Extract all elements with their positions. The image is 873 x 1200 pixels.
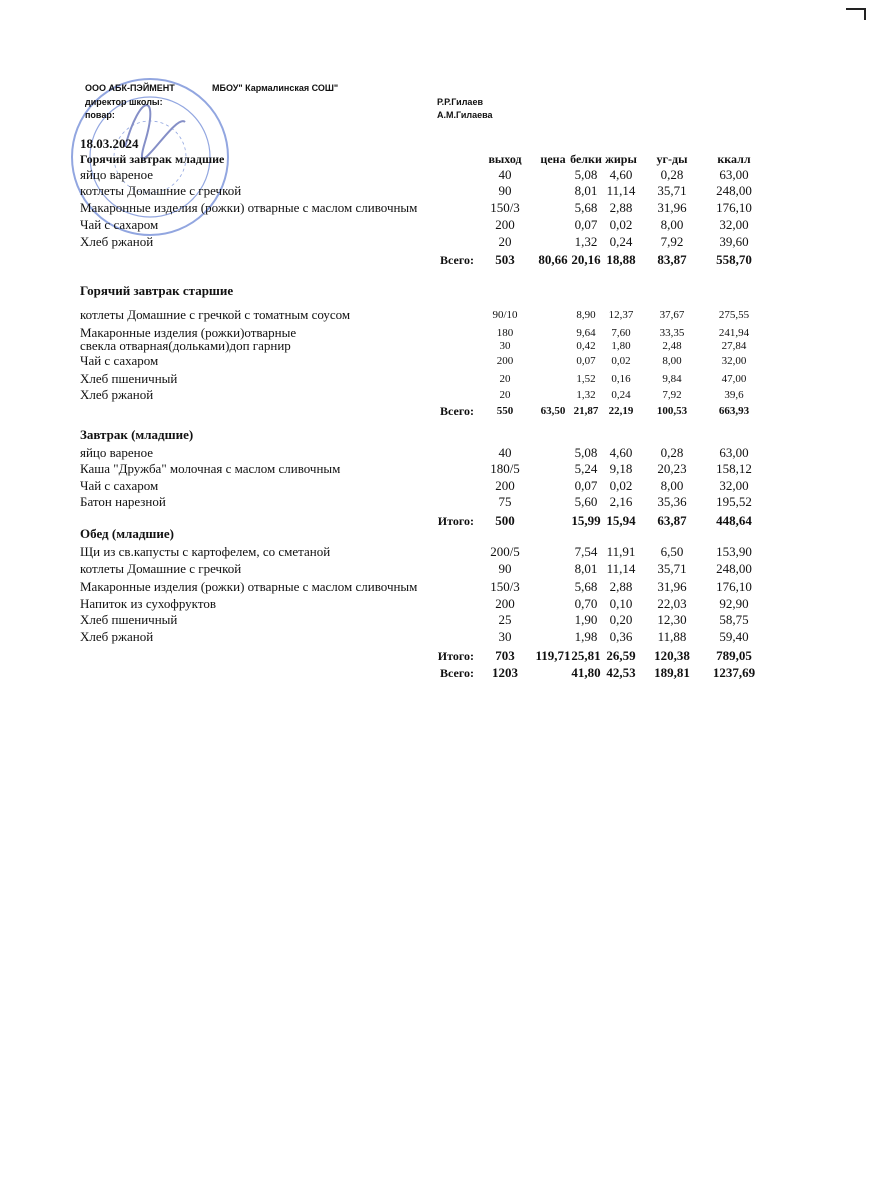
section-title-row <box>0 151 873 167</box>
total-price: 80,66 <box>538 252 568 267</box>
table-row <box>0 307 873 323</box>
director-label: директор школы: <box>85 97 163 107</box>
dish-name: котлеты Домашние с гречкой <box>80 561 242 576</box>
cell-kcal: 248,00 <box>716 183 752 198</box>
cell-yield: 40 <box>498 445 512 460</box>
dish-name: Хлеб пшеничный <box>80 612 178 627</box>
total-fat: 26,59 <box>606 648 636 663</box>
cell-fat: 11,14 <box>606 561 636 576</box>
total-row <box>0 403 873 419</box>
cell-protein: 0,07 <box>574 217 598 232</box>
cell-yield: 180/5 <box>490 461 520 476</box>
cell-kcal: 275,55 <box>718 309 750 321</box>
cell-kcal: 158,12 <box>716 461 752 476</box>
cell-carbs: 35,71 <box>657 561 687 576</box>
table-row <box>0 217 873 233</box>
cell-protein: 8,01 <box>574 561 598 576</box>
column-header-price: цена <box>540 152 566 166</box>
cell-carbs: 8,00 <box>662 355 682 367</box>
cell-carbs: 7,92 <box>660 234 684 249</box>
cell-protein: 0,70 <box>574 596 598 611</box>
cell-yield: 90/10 <box>492 309 518 321</box>
cell-fat: 0,02 <box>611 355 631 367</box>
total-fat: 15,94 <box>606 513 636 528</box>
cell-carbs: 31,96 <box>657 579 687 594</box>
total-label: Всего: <box>440 666 474 680</box>
cell-yield: 25 <box>498 612 512 627</box>
dish-name: Чай с сахаром <box>80 478 159 493</box>
cell-carbs: 0,28 <box>660 167 684 182</box>
cell-protein: 1,32 <box>576 389 596 401</box>
table-row <box>0 494 873 510</box>
section-title: Горячий завтрак старшие <box>80 283 234 298</box>
total-label: Всего: <box>440 253 474 267</box>
cell-yield: 30 <box>498 629 512 644</box>
table-row <box>0 461 873 477</box>
cell-protein: 9,64 <box>576 327 596 339</box>
table-row <box>0 167 873 183</box>
cell-fat: 11,91 <box>606 544 636 559</box>
total-fat: 22,19 <box>608 405 634 417</box>
cell-carbs: 8,00 <box>660 478 684 493</box>
school-name: МБОУ" Кармалинская СОШ" <box>212 83 339 93</box>
cell-carbs: 35,71 <box>657 183 687 198</box>
cell-kcal: 248,00 <box>716 561 752 576</box>
total-carbs: 100,53 <box>656 405 688 417</box>
cell-fat: 4,60 <box>609 445 633 460</box>
cell-yield: 200 <box>495 596 515 611</box>
cell-protein: 5,08 <box>574 167 598 182</box>
cell-kcal: 176,10 <box>716 200 752 215</box>
total-yield: 503 <box>495 252 515 267</box>
dish-name: свекла отварная(дольками)доп гарнир <box>80 338 291 353</box>
total-kcal: 1237,69 <box>712 665 756 680</box>
section-title: Горячий завтрак младшие <box>80 152 225 166</box>
cell-kcal: 32,00 <box>719 217 749 232</box>
column-header-protein: белки <box>570 152 602 166</box>
section-title: Завтрак (младшие) <box>80 427 194 442</box>
cell-yield: 20 <box>499 389 511 401</box>
cell-yield: 200/5 <box>490 544 520 559</box>
cell-yield: 90 <box>498 561 512 576</box>
table-row <box>0 629 873 645</box>
cell-carbs: 0,28 <box>660 445 684 460</box>
cell-yield: 150/3 <box>490 579 520 594</box>
cell-kcal: 153,90 <box>716 544 752 559</box>
cell-fat: 2,88 <box>609 200 633 215</box>
cell-yield: 75 <box>498 494 512 509</box>
cell-protein: 5,60 <box>574 494 598 509</box>
cell-yield: 200 <box>496 355 514 367</box>
cell-yield: 30 <box>499 340 511 352</box>
total-yield: 703 <box>495 648 515 663</box>
cell-kcal: 39,60 <box>719 234 749 249</box>
cell-protein: 5,24 <box>574 461 598 476</box>
cell-yield: 150/3 <box>490 200 520 215</box>
cell-carbs: 33,35 <box>659 327 685 339</box>
cell-protein: 8,90 <box>576 309 596 321</box>
cook-name: А.М.Гилаева <box>437 110 493 120</box>
cell-kcal: 32,00 <box>721 355 747 367</box>
total-protein: 15,99 <box>571 513 601 528</box>
cell-protein: 1,90 <box>574 612 598 627</box>
dish-name: Щи из св.капусты с картофелем, со сметаной <box>80 544 331 559</box>
dish-name: Макаронные изделия (рожки) отварные с маслом сливочным <box>80 579 418 594</box>
dish-name: Хлеб пшеничный <box>80 371 178 386</box>
cell-kcal: 27,84 <box>721 340 747 352</box>
total-kcal: 558,70 <box>716 252 752 267</box>
total-price: 63,50 <box>540 405 566 417</box>
total-protein: 41,80 <box>571 665 601 680</box>
dish-name: котлеты Домашние с гречкой с томатным соусом <box>80 307 351 322</box>
cell-fat: 0,02 <box>609 217 633 232</box>
total-row <box>0 252 873 268</box>
cell-protein: 0,42 <box>576 340 596 352</box>
cell-yield: 20 <box>499 373 511 385</box>
total-row <box>0 648 873 664</box>
cell-kcal: 63,00 <box>719 445 749 460</box>
cook-label: повар: <box>85 110 115 120</box>
dish-name: Напиток из сухофруктов <box>80 596 216 611</box>
table-row <box>0 183 873 199</box>
cell-kcal: 195,52 <box>716 494 752 509</box>
cell-fat: 0,24 <box>611 389 631 401</box>
table-row <box>0 445 873 461</box>
cell-protein: 1,98 <box>574 629 598 644</box>
total-kcal: 448,64 <box>716 513 752 528</box>
dish-name: Батон нарезной <box>80 494 166 509</box>
cell-kcal: 176,10 <box>716 579 752 594</box>
table-row <box>0 612 873 628</box>
section-title: Обед (младшие) <box>80 526 174 541</box>
cell-kcal: 241,94 <box>718 327 750 339</box>
cell-carbs: 22,03 <box>657 596 687 611</box>
dish-name: Макаронные изделия (рожки)отварные <box>80 325 297 340</box>
cell-fat: 0,02 <box>609 478 633 493</box>
cell-fat: 0,10 <box>609 596 633 611</box>
column-header-yield: выход <box>488 152 522 166</box>
dish-name: яйцо вареное <box>80 167 154 182</box>
cell-protein: 0,07 <box>574 478 598 493</box>
total-carbs: 63,87 <box>657 513 687 528</box>
cell-kcal: 58,75 <box>719 612 749 627</box>
total-yield: 500 <box>495 513 515 528</box>
cell-protein: 5,08 <box>574 445 598 460</box>
total-protein: 20,16 <box>571 252 601 267</box>
cell-fat: 2,16 <box>609 494 633 509</box>
table-row <box>0 371 873 387</box>
cell-protein: 5,68 <box>574 200 598 215</box>
dish-name: Хлеб ржаной <box>80 387 154 402</box>
cell-carbs: 12,30 <box>657 612 687 627</box>
cell-fat: 11,14 <box>606 183 636 198</box>
table-row <box>0 579 873 595</box>
cell-kcal: 59,40 <box>719 629 749 644</box>
cell-protein: 0,07 <box>576 355 596 367</box>
cell-carbs: 8,00 <box>660 217 684 232</box>
cell-fat: 2,88 <box>609 579 633 594</box>
cell-carbs: 7,92 <box>662 389 682 401</box>
dish-name: Каша "Дружба" молочная с маслом сливочным <box>80 461 341 476</box>
total-carbs: 120,38 <box>654 648 690 663</box>
table-row <box>0 478 873 494</box>
dish-name: Чай с сахаром <box>80 353 159 368</box>
total-label: Всего: <box>440 404 474 418</box>
table-row <box>0 596 873 612</box>
cell-fat: 1,80 <box>611 340 631 352</box>
section-title-row <box>0 427 873 443</box>
total-yield: 1203 <box>492 665 518 680</box>
cell-fat: 4,60 <box>609 167 633 182</box>
dish-name: яйцо вареное <box>80 445 154 460</box>
cell-kcal: 63,00 <box>719 167 749 182</box>
dish-name: Хлеб ржаной <box>80 629 154 644</box>
table-row <box>0 561 873 577</box>
scan-corner-mark <box>846 8 866 10</box>
cell-yield: 40 <box>498 167 512 182</box>
cell-protein: 1,52 <box>576 373 596 385</box>
cell-fat: 0,24 <box>609 234 633 249</box>
total-price: 119,71 <box>535 648 571 663</box>
cell-yield: 180 <box>496 327 514 339</box>
total-label: Итого: <box>437 649 474 663</box>
section-title-row <box>0 526 873 542</box>
cell-kcal: 32,00 <box>719 478 749 493</box>
cell-protein: 7,54 <box>574 544 598 559</box>
dish-name: Хлеб ржаной <box>80 234 154 249</box>
cell-carbs: 6,50 <box>660 544 684 559</box>
table-row <box>0 234 873 250</box>
total-carbs: 83,87 <box>657 252 687 267</box>
dish-name: Макаронные изделия (рожки) отварные с маслом сливочным <box>80 200 418 215</box>
cell-carbs: 20,23 <box>657 461 687 476</box>
cell-fat: 0,20 <box>609 612 633 627</box>
total-protein: 25,81 <box>571 648 601 663</box>
total-kcal: 663,93 <box>718 405 750 417</box>
dish-name: Чай с сахаром <box>80 217 159 232</box>
cell-fat: 12,37 <box>608 309 634 321</box>
cell-protein: 1,32 <box>574 234 598 249</box>
total-protein: 21,87 <box>573 405 599 417</box>
total-row <box>0 665 873 681</box>
total-yield: 550 <box>496 405 514 417</box>
table-row <box>0 544 873 560</box>
cell-carbs: 9,84 <box>662 373 682 385</box>
menu-date: 18.03.2024 <box>80 136 139 151</box>
table-row <box>0 338 873 354</box>
cell-carbs: 2,48 <box>662 340 682 352</box>
cell-carbs: 37,67 <box>659 309 685 321</box>
cell-protein: 8,01 <box>574 183 598 198</box>
dish-name: котлеты Домашние с гречкой <box>80 183 242 198</box>
table-row <box>0 353 873 369</box>
column-header-carbs: уг-ды <box>656 152 688 166</box>
total-fat: 42,53 <box>606 665 636 680</box>
cell-carbs: 35,36 <box>657 494 687 509</box>
column-header-kcal: ккалл <box>717 152 751 166</box>
total-fat: 18,88 <box>606 252 636 267</box>
cell-fat: 0,36 <box>609 629 633 644</box>
cell-yield: 200 <box>495 478 515 493</box>
column-header-fat: жиры <box>605 152 637 166</box>
cell-yield: 200 <box>495 217 515 232</box>
total-kcal: 789,05 <box>716 648 752 663</box>
cell-yield: 90 <box>498 183 512 198</box>
cell-fat: 7,60 <box>611 327 631 339</box>
org-name: ООО АБК-ПЭЙМЕНТ <box>85 83 175 93</box>
table-row <box>0 387 873 403</box>
table-row <box>0 200 873 216</box>
section-title-row <box>0 283 873 299</box>
cell-kcal: 92,90 <box>719 596 749 611</box>
cell-kcal: 47,00 <box>721 373 747 385</box>
cell-carbs: 31,96 <box>657 200 687 215</box>
cell-kcal: 39,6 <box>724 389 744 401</box>
total-label: Итого: <box>437 514 474 528</box>
cell-fat: 0,16 <box>611 373 631 385</box>
cell-protein: 5,68 <box>574 579 598 594</box>
cell-yield: 20 <box>498 234 512 249</box>
total-carbs: 189,81 <box>654 665 690 680</box>
cell-carbs: 11,88 <box>657 629 687 644</box>
director-name: Р.Р.Гилаев <box>437 97 483 107</box>
cell-fat: 9,18 <box>609 461 633 476</box>
